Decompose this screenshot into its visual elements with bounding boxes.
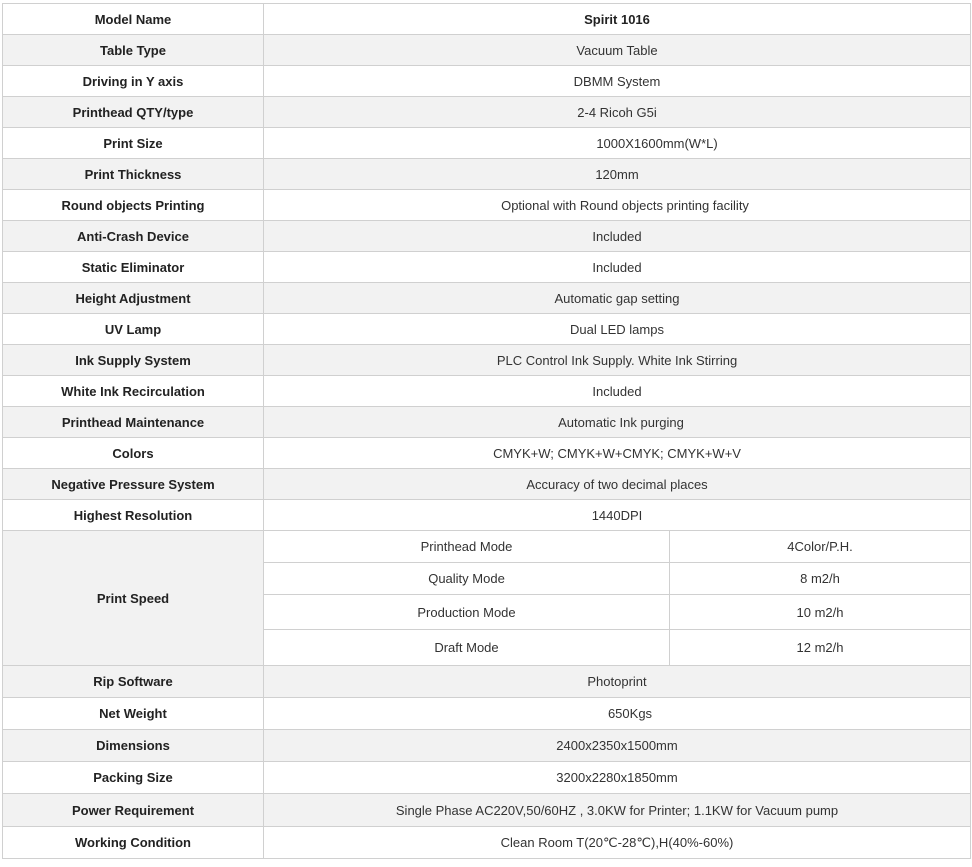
spec-row-anti-crash [3,221,971,252]
speed-mode: Draft Mode [264,630,670,666]
spec-row-print-thickness [3,159,971,190]
spec-value: 2-4 Ricoh G5i [264,97,971,128]
speed-value: 4Color/P.H. [670,531,971,563]
spec-value: Spirit 1016 [264,4,971,35]
spec-label: Table Type [3,35,264,66]
spec-label: Height Adjustment [3,283,264,314]
spec-value: Clean Room T(20℃-28℃),H(40%-60%) [264,827,971,859]
spec-value: DBMM System [264,66,971,97]
spec-value: Photoprint [264,666,971,698]
spec-row-printhead-qty [3,97,971,128]
spec-row-printhead-maintenance [3,407,971,438]
spec-row-model-name [3,4,971,35]
spec-label: Ink Supply System [3,345,264,376]
spec-value: Included [264,376,971,407]
spec-label: Print Speed [3,531,264,666]
spec-value: CMYK+W; CMYK+W+CMYK; CMYK+W+V [264,438,971,469]
spec-value: Optional with Round objects printing facility [264,190,971,221]
spec-row-working-condition [3,827,971,859]
spec-value: Accuracy of two decimal places [264,469,971,500]
spec-value: 1000X1600mm(W*L) [264,128,971,159]
spec-table [2,3,971,859]
spec-row-table-type [3,35,971,66]
spec-label: Model Name [3,4,264,35]
spec-value: 1440DPI [264,500,971,531]
spec-label: White Ink Recirculation [3,376,264,407]
spec-label: Printhead Maintenance [3,407,264,438]
spec-value: Vacuum Table [264,35,971,66]
spec-value: Dual LED lamps [264,314,971,345]
spec-label: Working Condition [3,827,264,859]
spec-row-print-speed [3,531,971,563]
spec-row-highest-resolution [3,500,971,531]
spec-value: 3200x2280x1850mm [264,762,971,794]
speed-value: 8 m2/h [670,563,971,595]
speed-value: 12 m2/h [670,630,971,666]
spec-value: PLC Control Ink Supply. White Ink Stirring [264,345,971,376]
spec-label: UV Lamp [3,314,264,345]
spec-row-driving-y-axis [3,66,971,97]
spec-row-net-weight [3,698,971,730]
spec-label: Round objects Printing [3,190,264,221]
spec-row-static-eliminator [3,252,971,283]
spec-label: Colors [3,438,264,469]
speed-value: 10 m2/h [670,595,971,630]
spec-value: Single Phase AC220V,50/60HZ , 3.0KW for Printer; 1.1KW for Vacuum pump [264,794,971,827]
spec-label: Anti-Crash Device [3,221,264,252]
spec-row-height-adjustment [3,283,971,314]
spec-row-round-objects [3,190,971,221]
spec-value: 650Kgs [264,698,971,730]
spec-label: Print Thickness [3,159,264,190]
spec-label: Power Requirement [3,794,264,827]
spec-row-uv-lamp [3,314,971,345]
spec-label: Packing Size [3,762,264,794]
spec-label: Dimensions [3,730,264,762]
spec-label: Negative Pressure System [3,469,264,500]
spec-label: Rip Software [3,666,264,698]
spec-row-packing-size [3,762,971,794]
spec-label: Print Size [3,128,264,159]
spec-row-negative-pressure [3,469,971,500]
spec-row-print-size [3,128,971,159]
speed-mode: Production Mode [264,595,670,630]
speed-mode: Quality Mode [264,563,670,595]
spec-label: Printhead QTY/type [3,97,264,128]
spec-value: Automatic Ink purging [264,407,971,438]
spec-row-dimensions [3,730,971,762]
spec-value: 120mm [264,159,971,190]
spec-row-ink-supply [3,345,971,376]
spec-label: Static Eliminator [3,252,264,283]
spec-label: Driving in Y axis [3,66,264,97]
spec-row-rip-software [3,666,971,698]
spec-value: Included [264,252,971,283]
spec-row-power-requirement [3,794,971,827]
spec-value: Automatic gap setting [264,283,971,314]
spec-label: Highest Resolution [3,500,264,531]
spec-label: Net Weight [3,698,264,730]
spec-row-white-ink-recirculation [3,376,971,407]
spec-value: Included [264,221,971,252]
spec-value: 2400x2350x1500mm [264,730,971,762]
speed-mode: Printhead Mode [264,531,670,563]
spec-row-colors [3,438,971,469]
